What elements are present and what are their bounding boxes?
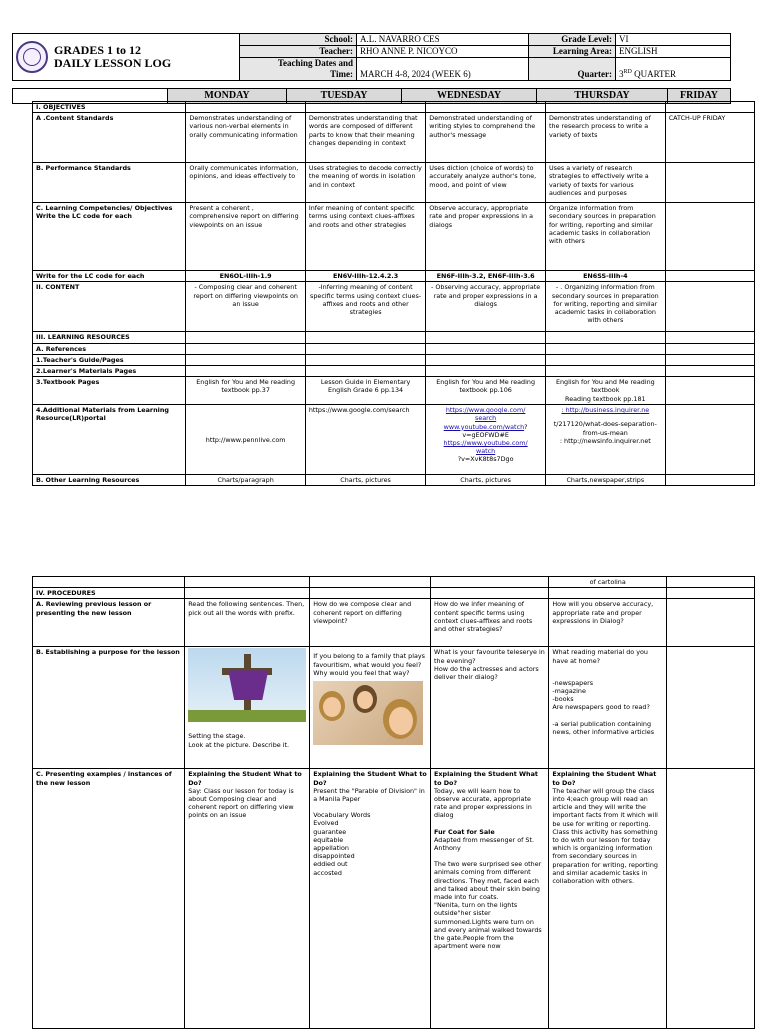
perf-std-tue: Uses strategies to decode correctly the meaning of words in isolation and in context	[305, 163, 425, 203]
objectives-heading: I. OBJECTIVES	[33, 102, 186, 113]
content-std-mon: Demonstrates understanding of various non-verbal elements in orally communicating information	[186, 113, 305, 163]
lc-tue: Infer meaning of content specific terms using context clues-affixes and roots and other strategies	[305, 203, 425, 271]
cross-picture	[188, 648, 306, 722]
code-mon: EN6OL-IIIh-1.9	[186, 271, 305, 282]
textbook-mon: English for You and Me reading textbook pp.37	[186, 377, 305, 405]
learners-materials-label: 2.Learner's Materials Pages	[33, 366, 186, 377]
present-wed: Explaining the Student What to Do? Today, we will learn how to observe accurate, appropriate rate and proper expressions in dialog Fur Coat for Sale Adapted from messenger of St. Anthony The two were surprised see other animals coming from different directions. They met, faced each and talked about their skin being made into fur coats. "Nenita, turn on the lights outside"her sister summoned.Lights were turn on and every animal walked towards the gate.People from the apartment were now	[431, 769, 549, 1029]
other-tue: Charts, pictures	[305, 475, 425, 486]
quarter-value: 3RD QUARTER	[616, 58, 731, 81]
grade-value: VI	[616, 34, 731, 46]
school-value: A.L. NAVARRO CES	[357, 34, 529, 46]
review-mon: Read the following sentences. Then, pick out all the words with prefix.	[185, 599, 310, 647]
purpose-tue: If you belong to a family that plays favouritism, what would you feel? Why would you feel that way?	[310, 647, 431, 769]
additional-materials-label: 4.Additional Materials from Learning Resource(LR)portal	[33, 405, 186, 475]
addl-thu-link-2: : http://newsinfo.inquirer.net	[559, 436, 651, 445]
header-table	[12, 33, 731, 81]
purpose-wed: What is your favourite teleserye in the evening? How do the actresses and actors deliver their dialog?	[431, 647, 549, 769]
content-label: II. CONTENT	[33, 282, 186, 332]
teacher-label: Teacher:	[240, 46, 357, 58]
textbook-wed: English for You and Me reading textbook pp.106	[426, 377, 546, 405]
code-thu: EN6SS-IIIh-4	[545, 271, 665, 282]
content-tue: -Inferring meaning of content specific terms using context clues-affixes and roots and other strategies	[305, 282, 425, 332]
addl-wed-link-1[interactable]: https://www.google.com/	[445, 406, 526, 415]
day-tuesday: TUESDAY	[287, 89, 402, 104]
textbook-thu: English for You and Me reading textbook Reading textbook pp.181	[545, 377, 665, 405]
area-label: Learning Area:	[529, 46, 616, 58]
teacher-value: RHO ANNE P. NICOYCO	[357, 46, 529, 58]
present-tue: Explaining the Student What to Do? Present the "Parable of Division" in a Manila Paper Vocabulary Words Evolved guarantee equitable appellation disappointed eddied out accosted	[310, 769, 431, 1029]
present-label: C. Presenting examples / instances of the new lesson	[33, 769, 185, 1029]
quarter-label: Quarter:	[529, 58, 616, 81]
content-thu: - . Organizing information from secondary sources in preparation for writing, reporting and similar academic tasks in collaboration with others	[545, 282, 665, 332]
purpose-thu: What reading material do you have at home? -newspapers -magazine -books Are newspapers good to read? -a serial publication containing news, other informative articles	[549, 647, 667, 769]
resources-label: III. LEARNING RESOURCES	[33, 332, 186, 343]
perf-std-mon: Orally communicates information, opinions, and ideas effectively to	[186, 163, 305, 203]
addl-wed: https://www.google.com/ search www.youtube.com/watch? v=gEOFWD#E https://www.youtube.com/ watch ?v=XvK8t8s7Dgo	[426, 405, 546, 475]
day-wednesday: WEDNESDAY	[402, 89, 537, 104]
content-std-thu: Demonstrates understanding of the research process to write a variety of texts	[545, 113, 665, 163]
lc-code-label: Write for the LC code for each	[33, 271, 186, 282]
content-std-tue: Demonstrates understanding that words are composed of different parts to know that their meaning changes depending in context	[305, 113, 425, 163]
present-mon: Explaining the Student What to Do? Say: Class our lesson for today is about Composing clear and coherent report on differing view points on an issue	[185, 769, 310, 1029]
addl-thu: : http://business.inquirer.ne t/217120/what-does-separation-from-us-mean : http://newsinfo.inquirer.net	[545, 405, 665, 475]
procedures-label: IV. PROCEDURES	[33, 588, 185, 599]
review-tue: How do we compose clear and coherent report on differing viewpoint?	[310, 599, 431, 647]
day-friday: FRIDAY	[668, 89, 731, 104]
area-value: ENGLISH	[616, 46, 731, 58]
content-std-wed: Demonstrated understanding of writing styles to comprehend the author's message	[426, 113, 546, 163]
lc-thu: Organize information from secondary sources in preparation for writing, reporting and similar academic tasks in collaboration with others	[545, 203, 665, 271]
addl-wed-link-3[interactable]: https://www.youtube.com/	[443, 439, 528, 448]
content-standards-label: A .Content Standards	[33, 113, 186, 163]
textbook-label: 3.Textbook Pages	[33, 377, 186, 405]
competencies-label: C. Learning Competencies/ Objectives Write the LC code for each	[33, 203, 186, 271]
dates-label: Teaching Dates and Time:	[240, 58, 357, 81]
log-title-dll: DAILY LESSON LOG	[54, 56, 172, 70]
other-mon: Charts/paragraph	[186, 475, 305, 486]
content-std-fri: CATCH-UP FRIDAY	[665, 113, 754, 163]
family-picture	[313, 681, 423, 745]
teachers-guide-label: 1.Teacher's Guide/Pages	[33, 354, 186, 365]
purpose-mon: Setting the stage. Look at the picture. Describe it.	[185, 647, 310, 769]
dates-value: MARCH 4-8, 2024 (WEEK 6)	[357, 58, 529, 81]
code-tue: EN6V-IIIh-12.4.2.3	[305, 271, 425, 282]
day-monday: MONDAY	[168, 89, 287, 104]
day-thursday: THURSDAY	[537, 89, 668, 104]
procedures-table	[32, 576, 755, 1029]
references-label: A. References	[33, 343, 186, 354]
objectives-table	[32, 101, 755, 486]
perf-std-thu: Uses a variety of research strategies to effectively write a variety of texts for various audiences and purposes	[545, 163, 665, 203]
addl-mon: http://www.pennlive.com	[186, 405, 305, 475]
log-title-grades: GRADES 1 to 12	[54, 43, 142, 57]
review-label: A. Reviewing previous lesson or presenting the new lesson	[33, 599, 185, 647]
perf-std-wed: Uses diction (choice of words) to accurately analyze author's tone, mood, and point of view	[426, 163, 546, 203]
lc-mon: Present a coherent , comprehensive report on differing viewpoints on an issue	[186, 203, 305, 271]
textbook-tue: Lesson Guide in Elementary English Grade 6 pp.134	[305, 377, 425, 405]
grade-label: Grade Level:	[529, 34, 616, 46]
content-wed: - Observing accuracy, appropriate rate and proper expressions in a dialogs	[426, 282, 546, 332]
cartolina-note: of cartolina	[549, 577, 667, 588]
addl-tue: https://www.google.com/search	[305, 405, 425, 475]
deped-seal-icon	[16, 41, 48, 73]
addl-thu-link-1[interactable]: : http://business.inquirer.ne	[561, 406, 650, 415]
review-thu: How will you observe accuracy, appropriate rate and proper expressions in Dialog?	[549, 599, 667, 647]
school-label: School:	[240, 34, 357, 46]
performance-standards-label: B. Performance Standards	[33, 163, 186, 203]
review-wed: How do we infer meaning of content specific terms using context clues-affixes and roots and other strategies?	[431, 599, 549, 647]
code-wed: EN6F-IIIh-3.2, EN6F-IIIh-3.6	[426, 271, 546, 282]
content-mon: - Composing clear and coherent report on differing viewpoints on an issue	[186, 282, 305, 332]
other-resources-label: B. Other Learning Resources	[33, 475, 186, 486]
other-wed: Charts, pictures	[426, 475, 546, 486]
present-thu: Explaining the Student What to Do? The teacher will group the class into 4;each group will read an article and they will write the important facts from it which will be use for writing or reporting. Class this activity has something to do with our lesson for today which is organizing information from secondary sources in preparation for writing, reporting and similar academic tasks in collaboration with others.	[549, 769, 667, 1029]
purpose-label: B. Establishing a purpose for the lesson	[33, 647, 185, 769]
lc-wed: Observe accuracy, appropriate rate and proper expressions in a dialogs	[426, 203, 546, 271]
logo-cell	[13, 34, 240, 81]
addl-wed-link-2[interactable]: www.youtube.com/watch?	[443, 422, 528, 431]
other-thu: Charts,newspaper,strips	[545, 475, 665, 486]
